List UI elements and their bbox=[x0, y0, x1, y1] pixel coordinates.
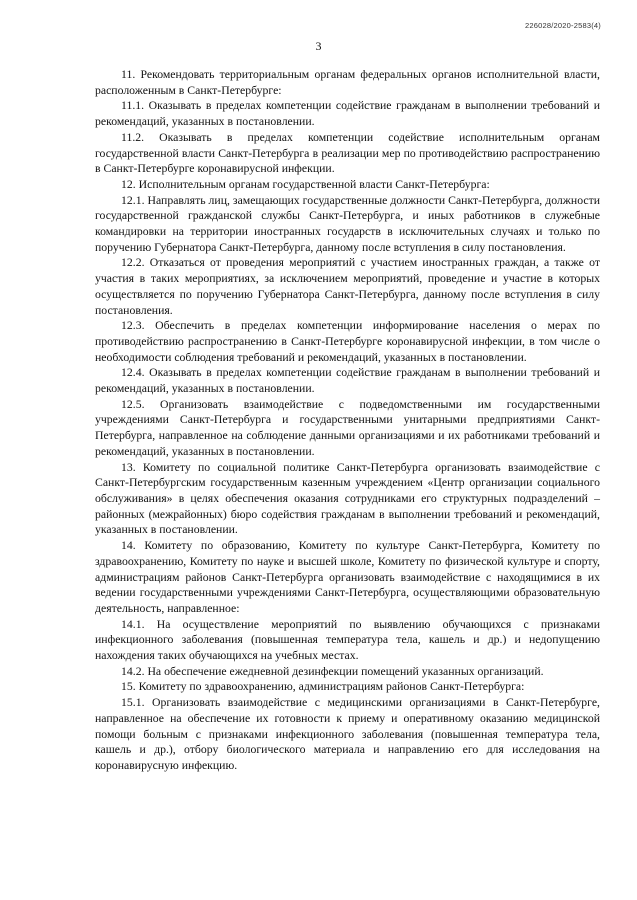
paragraph-15-1: 15.1. Организовать взаимодействие с медицинскими организациями в Санкт-Петербурге, направленное на обеспечение их готовности к приему и оперативному оказанию медицинской помощи больным с признаками инфекционного заболевания (повышенная температура тела, кашель и др.), отбору биологического материала и направлению его для исследования на коронавирусную инфекцию. bbox=[95, 696, 600, 772]
paragraph-12-1: 12.1. Направлять лиц, замещающих государственные должности Санкт-Петербурга, должности государственной гражданской службы Санкт-Петербурга, и иных работников в служебные командировки на территории иностранных государств в исключительных случаях и только по поручению Губернатора Санкт-Петербурга, данному после вступления в силу постановления. bbox=[95, 193, 600, 254]
paragraph-14-1: 14.1. На осуществление мероприятий по выявлению обучающихся с признаками инфекционного заболевания (повышенная температура тела, кашель и др.) и недопущению нахождения таких обучающихся на учебных местах. bbox=[95, 617, 600, 663]
paragraph-14: 14. Комитету по образованию, Комитету по культуре Санкт-Петербурга, Комитету по здравоохранению, Комитету по науке и высшей школе, Комитету по физической культуре и спорту, администрациям районов Санкт-Петербурга организовать взаимодействие с находящимися в их ведении государственными учреждениями Санкт-Петербурга, осуществляющими образовательную деятельность, направленное: bbox=[95, 539, 600, 615]
paragraph-14-2: 14.2. На обеспечение ежедневной дезинфекции помещений указанных организаций. bbox=[121, 664, 544, 678]
paragraph-11: 11. Рекомендовать территориальным органам федеральных органов исполнительной власти, расположенным в Санкт-Петербурге: bbox=[95, 68, 600, 97]
paragraph-11-2: 11.2. Оказывать в пределах компетенции содействие исполнительным органам государственной власти Санкт-Петербурга в реализации мер по противодействию распространению в Санкт-Петербурге коронавирусной инфекции. bbox=[95, 130, 600, 176]
paragraph-15: 15. Комитету по здравоохранению, администрациям районов Санкт-Петербурга: bbox=[121, 680, 525, 694]
document-body bbox=[95, 67, 600, 774]
page-number: 3 bbox=[315, 39, 322, 53]
paragraph-11-1: 11.1. Оказывать в пределах компетенции содействие гражданам в выполнении требований и рекомендаций, указанных в постановлении. bbox=[95, 99, 600, 129]
paragraph-12-4: 12.4. Оказывать в пределах компетенции содействие гражданам в выполнении требований и рекомендаций, указанных в постановлении. bbox=[95, 366, 600, 396]
paragraph-13: 13. Комитету по социальной политике Санкт-Петербурга организовать взаимодействие с Санкт-Петербургским государственным казенным учреждением «Центр организации социального обслуживания» в целях обеспечения оказания сотрудниками его структурных подразделений – районных (межрайонных) бюро содействия гражданам в выполнении требований и рекомендаций, указанных в постановлении. bbox=[95, 460, 600, 537]
paragraph-12: 12. Исполнительным органам государственной власти Санкт-Петербурга: bbox=[121, 177, 490, 191]
paragraph-12-2: 12.2. Отказаться от проведения мероприятий с участием иностранных граждан, а также от участия в таких мероприятиях, за исключением мероприятий, проведение и участие в которых осуществляется по поручению Губернатора Санкт-Петербурга, данному после вступления в силу постановления. bbox=[95, 256, 600, 317]
paragraph-12-3: 12.3. Обеспечить в пределах компетенции информирование населения о мерах по противодействию распространению в Санкт-Петербурге коронавирусной инфекции, в том числе о необходимости соблюдения требований и рекомендаций, указанных в постановлении. bbox=[95, 319, 600, 364]
document-id: 226028/2020-2583(4) bbox=[525, 21, 601, 30]
paragraph-12-5: 12.5. Организовать взаимодействие с подведомственными им государственными учреждениями Санкт-Петербурга и государственными унитарными предприятиями Санкт-Петербурга, направленное на соблюдение данными организациями и их работниками требований и рекомендаций, указанных в постановлении. bbox=[95, 397, 600, 458]
